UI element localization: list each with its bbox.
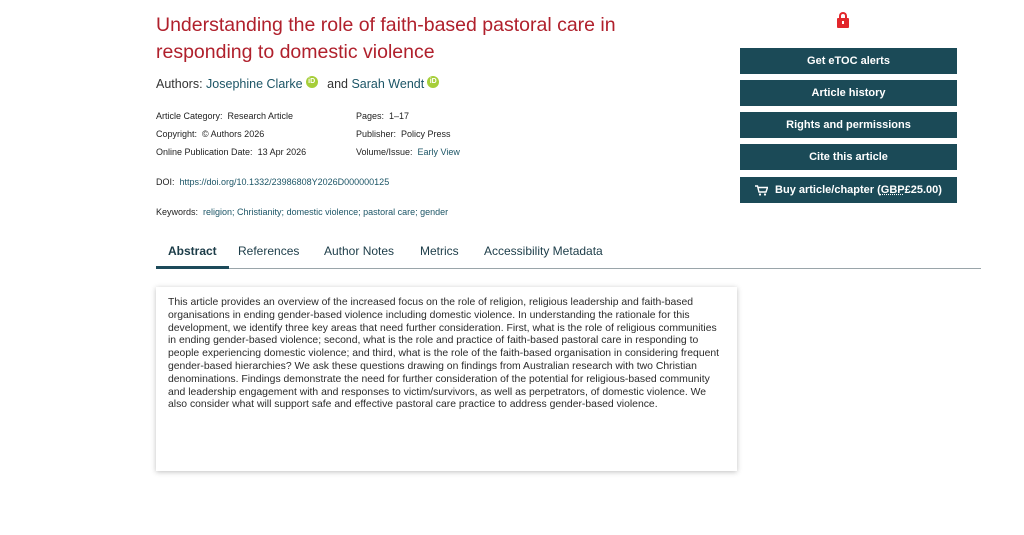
rights-permissions-button[interactable]: Rights and permissions — [740, 112, 957, 138]
author-link-wendt[interactable]: Sarah Wendt — [351, 77, 425, 92]
buy-label: Buy article/chapter ( — [775, 184, 881, 196]
orcid-icon[interactable]: iD — [306, 76, 318, 88]
meta-value: 13 Apr 2026 — [257, 147, 307, 157]
meta-label: Pages: — [356, 111, 385, 121]
tab-metrics[interactable]: Metrics — [420, 244, 459, 258]
meta-volume — [356, 147, 460, 157]
tab-references[interactable]: References — [238, 244, 300, 258]
meta-label: Article Category: — [156, 111, 223, 121]
tab-accessibility-metadata[interactable]: Accessibility Metadata — [484, 244, 603, 258]
authors-conjunction: and — [327, 77, 348, 92]
meta-label: Keywords: — [156, 207, 199, 217]
article-title: Understanding the role of faith-based pastoral care in responding to domestic violence — [156, 14, 616, 63]
meta-value: Research Article — [227, 111, 294, 121]
article-tabs — [156, 239, 981, 269]
author-link-clarke[interactable]: Josephine Clarke — [206, 77, 303, 92]
meta-publisher — [356, 129, 451, 139]
orcid-icon[interactable]: iD — [427, 76, 439, 88]
keywords-links[interactable]: religion; Christianity; domestic violence; pastoral care; gender — [203, 207, 449, 217]
meta-pages — [356, 111, 409, 121]
meta-doi — [156, 177, 389, 187]
lock-icon — [837, 12, 849, 28]
meta-copyright — [156, 129, 264, 139]
buy-article-button[interactable] — [740, 177, 957, 203]
meta-keywords — [156, 207, 448, 217]
get-etoc-alerts-button[interactable]: Get eTOC alerts — [740, 48, 957, 74]
meta-label: Publisher: — [356, 129, 397, 139]
meta-label: Copyright: — [156, 129, 198, 139]
tab-abstract[interactable]: Abstract — [156, 239, 229, 269]
authors-line — [156, 76, 445, 91]
volume-link[interactable]: Early View — [417, 147, 460, 157]
meta-value: © Authors 2026 — [202, 129, 265, 139]
authors-label: Authors: — [156, 77, 203, 92]
cart-icon — [755, 185, 768, 195]
buy-price: £25.00) — [904, 184, 942, 196]
meta-value: Policy Press — [401, 129, 451, 139]
meta-label: Volume/Issue: — [356, 147, 413, 157]
tab-author-notes[interactable]: Author Notes — [324, 244, 395, 258]
abstract-text: This article provides an overview of the increased focus on the role of religion, religious leadership and faith-based organisations in ending gender-based violence including domestic violence. In understanding the rationale for this development, we identify three key areas that need further consideration. First, what is the role of religious communities in ending gender-based violence; second, what is the role and practice of faith-based pastoral care in responding to people experiencing domestic violence; and third, what is the role of the faith-based organisation in considering frequent gender-based hierarchies? We ask these questions drawing on findings from Australian research with two Christian denominations. Findings demonstrate the need for further consideration of the potential for religious-based community and leadership engagement with and responses to victim/survivors, as well as perpetrators, of domestic violence. We also consider what will support safe and effective pastoral care practice to address gender-based violence. — [156, 287, 737, 471]
meta-label: Online Publication Date: — [156, 147, 253, 157]
doi-link[interactable]: https://doi.org/10.1332/23986808Y2026D000000125 — [179, 177, 390, 187]
meta-online-date — [156, 147, 306, 157]
cite-article-button[interactable]: Cite this article — [740, 144, 957, 170]
meta-value: 1–17 — [389, 111, 410, 121]
article-history-button[interactable]: Article history — [740, 80, 957, 106]
currency-code: GBP — [880, 184, 905, 196]
meta-category — [156, 111, 293, 121]
meta-label: DOI: — [156, 177, 175, 187]
